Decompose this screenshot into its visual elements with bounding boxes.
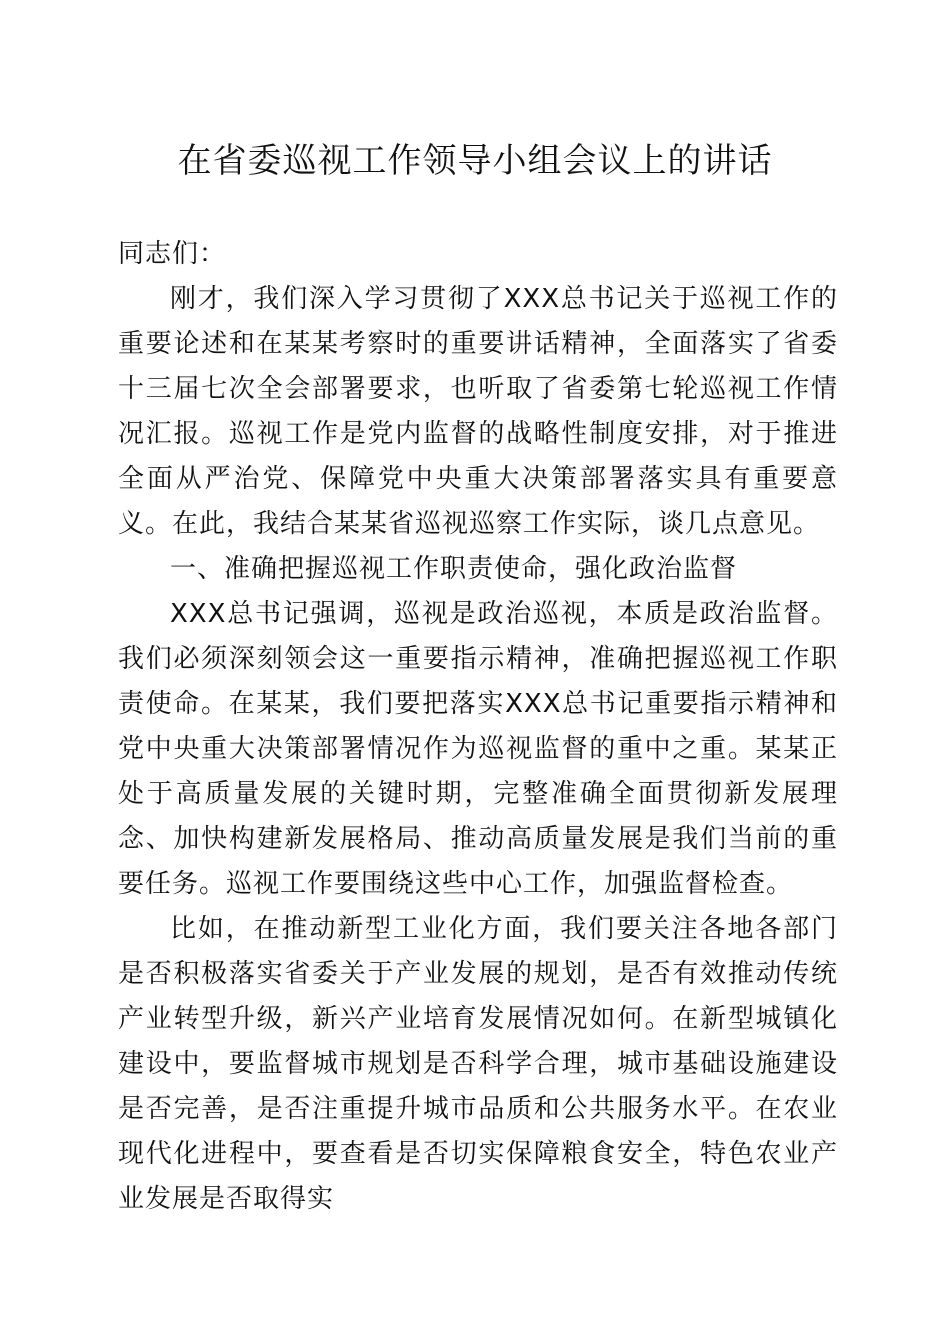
paragraph-intro: 刚才，我们深入学习贯彻了XXX总书记关于巡视工作的重要论述和在某某考察时的重要讲话精神，全面落实了省委十三届七次全会部署要求，也听取了省委第七轮巡视工作情况汇报。巡视工作是党内监督的战略性制度安排，对于推进全面从严治党、保障党中央重大决策部署落实具有重要意义。在此，我结合某某省巡视巡察工作实际，谈几点意见。 bbox=[118, 284, 838, 539]
paragraph-example: 比如，在推动新型工业化方面，我们要关注各地各部门是否积极落实省委关于产业发展的规划，是否有效推动传统产业转型升级，新兴产业培育发展情况如何。在新型城镇化建设中，要监督城市规划是否科学合理，城市基础设施建设是否完善，是否注重提升城市品质和公共服务水平。在农业现代化进程中，要查看是否切实保障粮食安全，特色农业产业发展是否取得实 bbox=[118, 914, 838, 1214]
document-body bbox=[118, 232, 838, 1222]
salutation: 同志们： bbox=[118, 239, 227, 269]
paragraph-section-1: XXX总书记强调，巡视是政治巡视，本质是政治监督。我们必须深刻领会这一重要指示精神，准确把握巡视工作职责使命。在某某，我们要把落实XXX总书记重要指示精神和党中央重大决策部署情况作为巡视监督的重中之重。某某正处于高质量发展的关键时期，完整准确全面贯彻新发展理念、加快构建新发展格局、推动高质量发展是我们当前的重要任务。巡视工作要围绕这些中心工作，加强监督检查。 bbox=[118, 599, 838, 899]
section-heading-1: 一、准确把握巡视工作职责使命，强化政治监督 bbox=[170, 554, 738, 584]
document-title: 在省委巡视工作领导小组会议上的讲话 bbox=[177, 141, 773, 181]
